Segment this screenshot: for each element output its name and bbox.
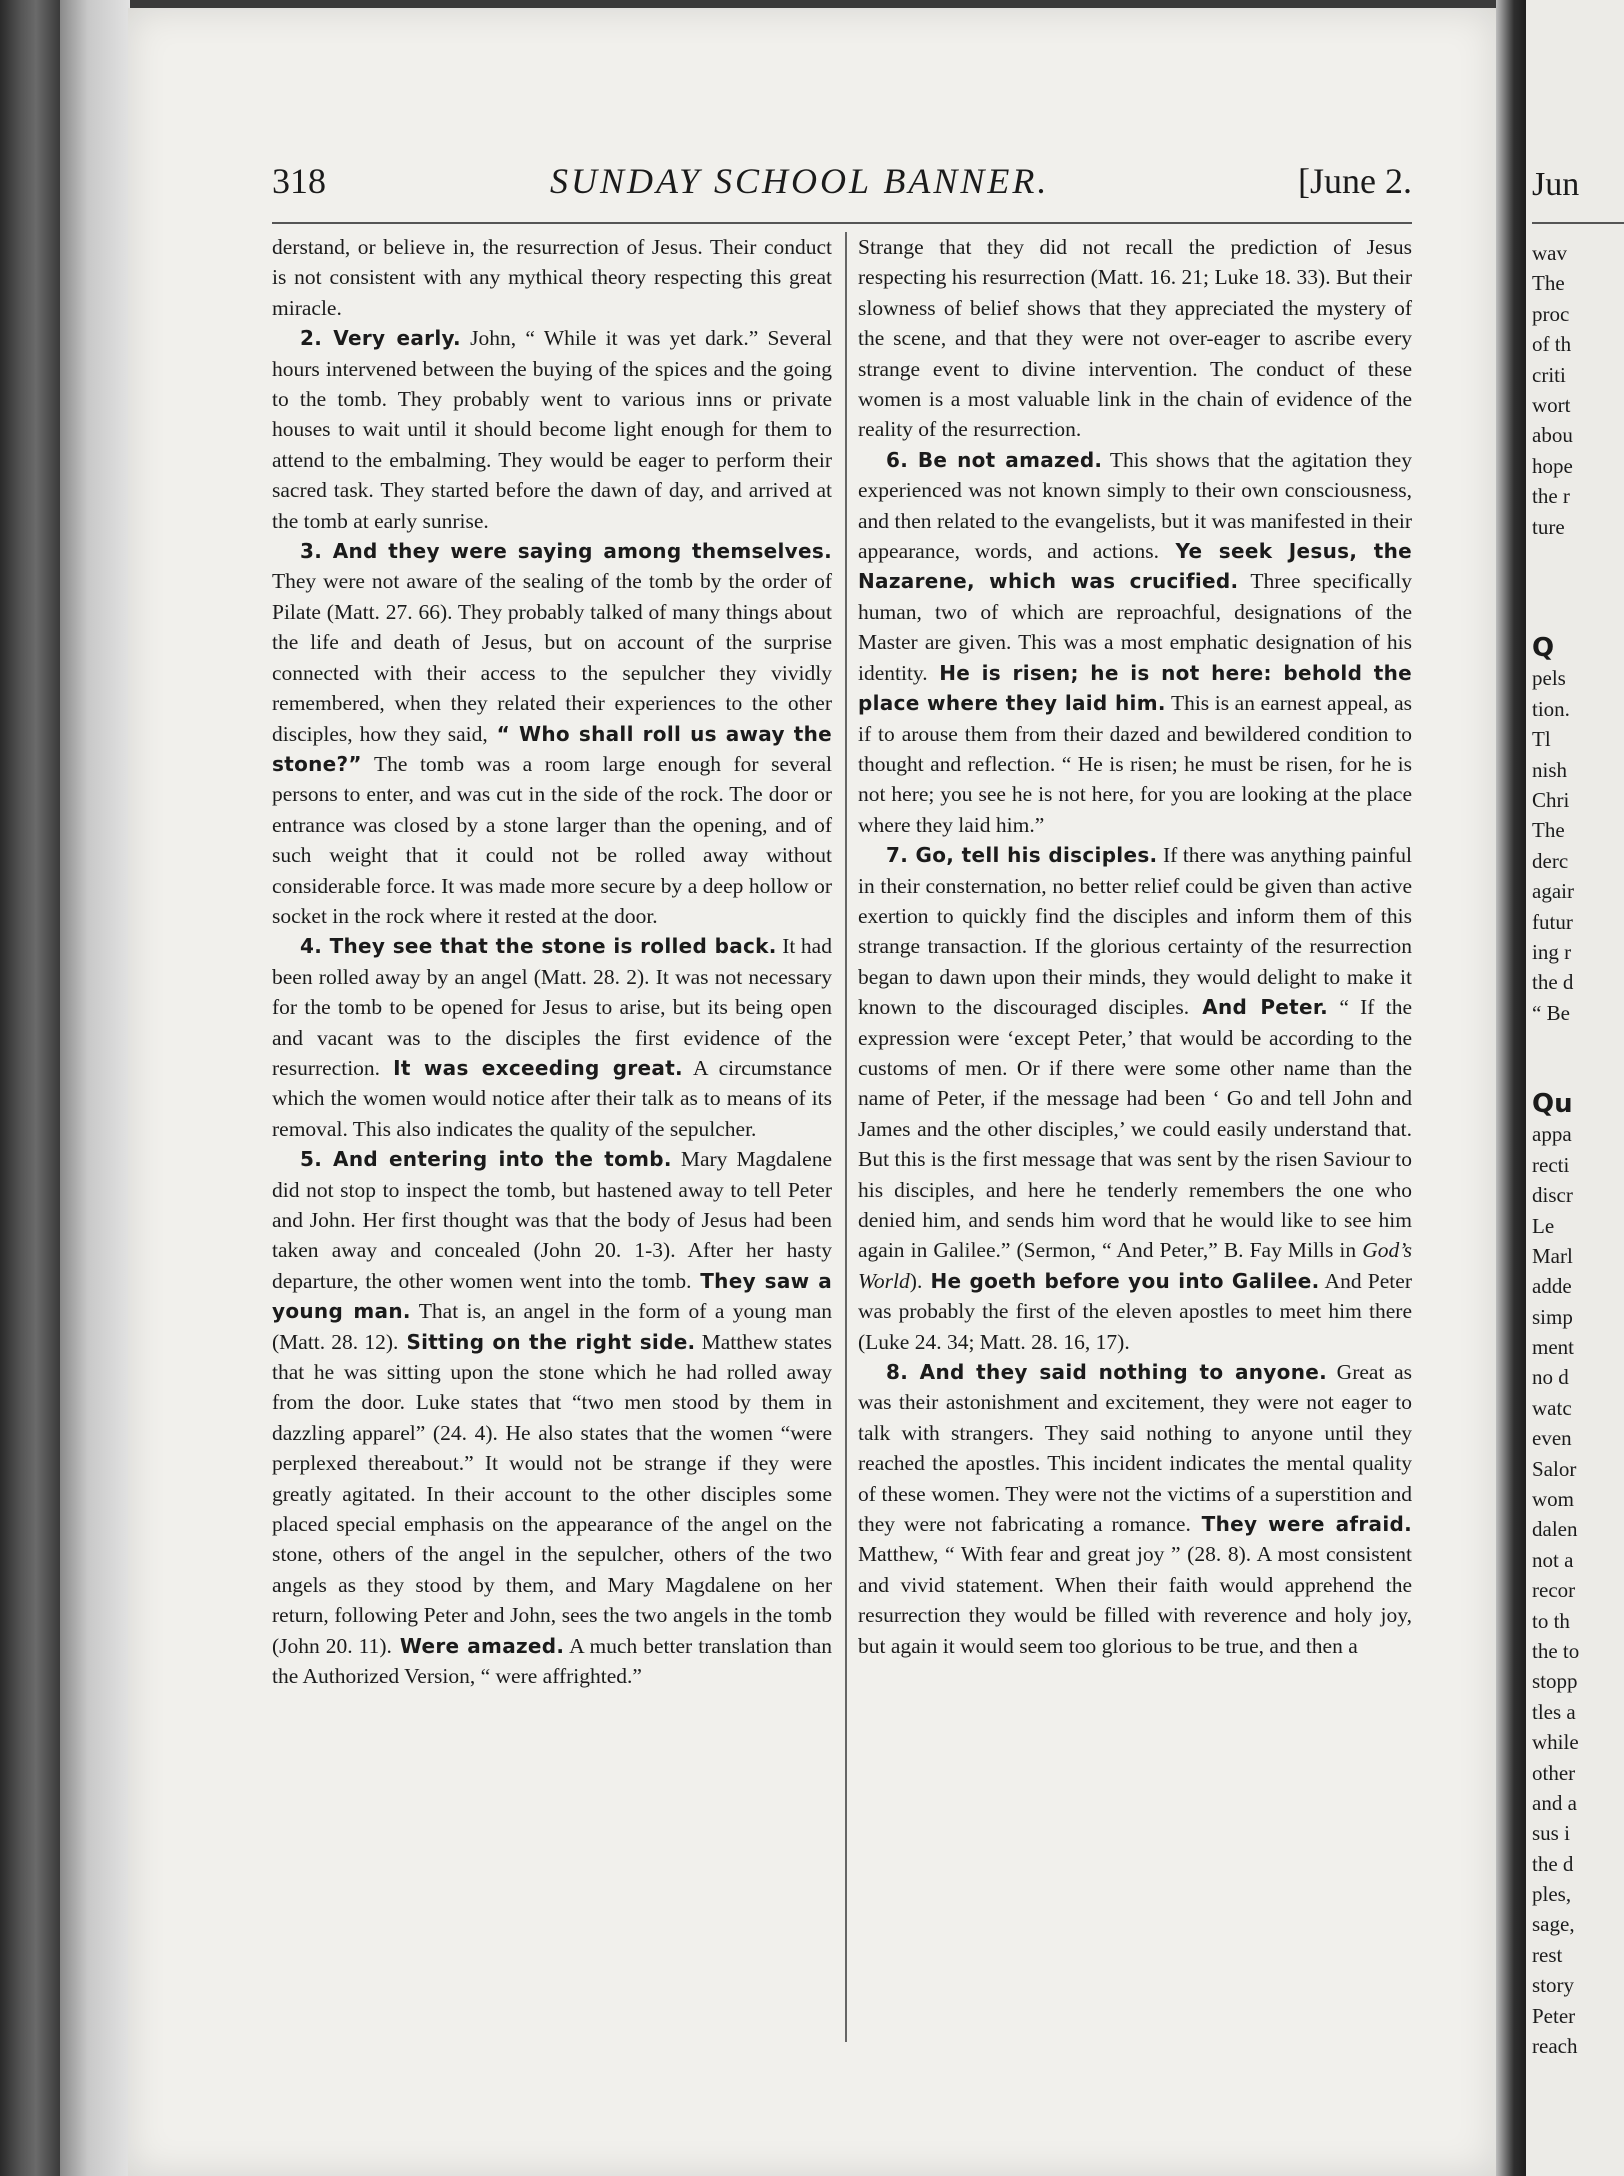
section-heading: And Peter. — [1189, 995, 1329, 1020]
section-heading: 2. Very early. — [300, 326, 461, 351]
next-page-line: Peter — [1532, 2003, 1576, 2028]
next-page-line: recti — [1532, 1152, 1570, 1177]
next-page-line: reach — [1532, 2034, 1578, 2059]
paragraph: 8. And they said nothing to anyone. Great as was their astonishment and excitement, they were not eager to talk with strangers. They said nothing to anyone until they reached the apostles. This incident indicates the mental quality of these women. They were not the victims of a superstition and they were not fabricating a romance. They were afraid. Matthew, “ With fear and great joy ” (28. 8). A most consistent and vivid statement. When their faith would apprehend the resurrection they would be filled with reverence and holy joy, but again it would seem too glorious to be true, and then a — [858, 1360, 1413, 1658]
next-page-line: nish — [1532, 757, 1568, 782]
next-page-line: proc — [1532, 301, 1570, 326]
italic-title: God’s World — [858, 1238, 1412, 1293]
next-page-line: ment — [1532, 1335, 1574, 1360]
next-page-line — [1532, 603, 1579, 633]
section-heading: Ye seek Jesus, the Nazarene, which was crucified. — [858, 539, 1412, 594]
issue-date: [June 2. — [1298, 161, 1412, 201]
section-heading: 7. Go, tell his disciples. — [886, 843, 1158, 868]
next-page-line: rest — [1532, 1942, 1563, 1967]
section-heading: 4. They see that the stone is rolled back. — [300, 934, 777, 959]
next-page-line: Tl — [1532, 727, 1551, 752]
next-page-line: The — [1532, 818, 1565, 843]
next-page-line: stopp — [1532, 1669, 1578, 1694]
next-page-line: while — [1532, 1730, 1579, 1755]
next-page-line: Q — [1532, 633, 1555, 664]
paragraph: 6. Be not amazed. This shows that the agitation they experienced was not known simply to their own consciousness, and then related to the evangelists, but it was manifested in their appearance, words, and actions. Ye seek Jesus, the Nazarene, which was crucified. Three specifically human, two of which are reproachful, designations of the Master are given. This was a most emphatic designation of his identity. He is risen; he is not here: behold the place where they laid him. This is an earnest appeal, as if to arouse them from their dazed and bewildered condition to thought and reflection. “ He is risen; he must be risen, for he is not here; you see he is not here, for you are looking at the place where they laid him.” — [858, 447, 1412, 837]
next-page-line: ples, — [1532, 1882, 1572, 1907]
quote-heading: “ Who shall roll us away the stone?” — [272, 721, 832, 776]
next-page-line: simp — [1532, 1304, 1573, 1329]
book-gutter — [1496, 0, 1526, 2176]
next-page-line: the r — [1532, 484, 1570, 509]
book-spine — [0, 0, 60, 2176]
next-page-line: Le — [1532, 1213, 1555, 1238]
next-page-line: Marl — [1532, 1243, 1573, 1268]
paragraph: 5. And entering into the tomb. Mary Magdalene did not stop to inspect the tomb, but hastened away to tell Peter and John. Her first thought was that the body of Jesus had been taken away and concealed (John 20. 1-3). After her hasty departure, the other women went into the tomb. They saw a young man. That is, an angel in the form of a young man (Matt. 28. 12). Sitting on the right side. Matthew states that he was sitting upon the stone which he had rolled away from the door. Luke states that “two men stood by them in dazzling apparel” (24. 4). He also states that the women “were perplexed thereabout.” It would not be strange if they were greatly agitated. In their account to the other disciples some placed special emphasis on the appearance of the angel on the stone, others of the angel in the sepulcher, others of the two angels as they stood by them, and Mary Magdalene on her return, following Peter and John, sees the two angels in the tomb (John 20. 11). Were amazed. A much better translation than the Authorized Version, “ were affrighted.” — [272, 1147, 833, 1689]
paragraph: 4. They see that the stone is rolled back. It had been rolled away by an angel (Matt. 28. 2). It was not necessary for the tomb to be opened for Jesus to arise, but its being open and vacant was to the disciples the first evidence of the resurrection. It was exceeding great. A circumstance which the women would notice after their talk as to means of its removal. This also indicates the quality of the sepulcher. — [272, 934, 832, 1141]
next-page-line: ing r — [1532, 939, 1572, 964]
next-page-header: Jun — [1532, 166, 1580, 203]
section-heading: They saw a young man. — [272, 1268, 833, 1324]
page-edge-shadow — [60, 0, 130, 2176]
next-page-line: The — [1532, 271, 1565, 296]
paragraph: derstand, or believe in, the resurrection of Jesus. Their conduct is not consistent with any mythical theory respecting this great miracle. — [272, 235, 832, 320]
section-heading: They were afraid. — [1190, 1512, 1412, 1537]
next-page-line: other — [1532, 1760, 1576, 1785]
next-page-line: ture — [1532, 514, 1565, 539]
next-page-line: of th — [1532, 332, 1572, 357]
next-page-line: agair — [1532, 879, 1574, 904]
next-page-line: not a — [1532, 1547, 1574, 1572]
header-rule — [272, 222, 1412, 224]
next-page-line: even — [1532, 1426, 1572, 1451]
next-page-line: sus i — [1532, 1821, 1570, 1846]
next-page-line: story — [1532, 1973, 1574, 1998]
next-page-line: sage, — [1532, 1912, 1575, 1937]
next-page-line: derc — [1532, 848, 1569, 873]
next-page-line — [1532, 1028, 1579, 1058]
next-page-line: to th — [1532, 1608, 1570, 1633]
next-page-line: appa — [1532, 1122, 1572, 1147]
next-page-line: discr — [1532, 1183, 1573, 1208]
section-heading: 5. And entering into the tomb. — [300, 1147, 672, 1172]
next-page-line: and a — [1532, 1790, 1577, 1815]
section-heading: 3. And they were saying among themselves. — [300, 539, 832, 564]
paragraph: 2. Very early. John, “ While it was yet dark.” Several hours intervened between the buying of the spices and the going to the tomb. They probably went to various inns or private houses to wait until it should become light enough for them to attend to the embalming. They would be eager to perform their sacred task. They started before the dawn of day, and arrived at the tomb at early sunrise. — [272, 326, 832, 533]
next-page-line: pels — [1532, 666, 1566, 691]
next-page-line: the to — [1532, 1638, 1580, 1663]
paragraph: Strange that they did not recall the prediction of Jesus respecting his resurrection (Matt. 16. 21; Luke 18. 33). But their slowness of belief shows that they appreciated the mystery of the scene, and that they were not over-eager to ascribe every strange event to divine intervention. The conduct of these women is a most valuable link in the chain of evidence of the reality of the resurrection. — [858, 235, 1412, 442]
next-page-line — [1532, 542, 1579, 572]
next-page-line: futur — [1532, 909, 1573, 934]
section-heading: 6. Be not amazed. — [886, 447, 1103, 472]
right-column — [858, 232, 1412, 1661]
next-page-line: no d — [1532, 1365, 1569, 1390]
next-page-line — [1532, 1059, 1579, 1089]
paragraph: 7. Go, tell his disciples. If there was anything painful in their consternation, no better relief could be given than active exertion to quickly find the disciples and inform them of this strange transaction. If the glorious certainty of the resurrection began to dawn upon their minds, they would delight to make it known to the discouraged disciples. And Peter. “ If the expression were ‘except Peter,’ that would be according to the customs of men. Or if there were some other name than the name of Peter, if the message had been ‘ Go and tell John and James and the other disciples,’ we could easily understand that. But this is the first message that was sent by the risen Saviour to his disciples, and here he tenderly remembers the one who denied him, and sends him word that he would like to see him again in Galilee.” (Sermon, “ And Peter,” B. Fay Mills in God’s World). He goeth before you into Galilee. And Peter was probably the first of the eleven apostles to meet him there (Luke 24. 34; Matt. 28. 16, 17). — [858, 843, 1412, 1354]
next-page-line: Chri — [1532, 788, 1570, 813]
publication-title: SUNDAY SCHOOL BANNER. — [550, 161, 1050, 201]
next-page-lines — [1532, 238, 1579, 2061]
next-page-line: “ Be — [1532, 1000, 1570, 1025]
next-page-line — [1532, 572, 1579, 602]
next-page-line: wav — [1532, 241, 1567, 265]
section-heading: Were amazed. — [391, 1633, 565, 1658]
section-heading: He goeth before you into Galilee. — [922, 1268, 1320, 1293]
column-divider — [845, 232, 847, 2042]
next-page-line: the d — [1532, 1851, 1574, 1876]
next-page-line: Qu — [1532, 1088, 1573, 1119]
next-page-line: adde — [1532, 1274, 1572, 1299]
next-page-line: dalen — [1532, 1517, 1578, 1542]
section-heading: He is risen; he is not here: behold the place where they laid him. — [858, 660, 1412, 716]
page-header — [272, 160, 1412, 210]
section-heading: It was exceeding great. — [380, 1055, 683, 1080]
next-page-line: criti — [1532, 362, 1566, 387]
next-page-line: tles a — [1532, 1699, 1576, 1724]
next-page-line: the d — [1532, 970, 1574, 995]
next-page-line: watc — [1532, 1395, 1572, 1420]
section-heading: 8. And they said nothing to anyone. — [886, 1360, 1327, 1385]
next-page-line: Salor — [1532, 1456, 1577, 1481]
next-page-fragment — [1526, 0, 1624, 2176]
next-page-line: wom — [1532, 1487, 1574, 1512]
next-page-line: wort — [1532, 392, 1571, 417]
next-page-line: abou — [1532, 423, 1573, 448]
next-page-line: hope — [1532, 453, 1573, 478]
paragraph: 3. And they were saying among themselves. They were not aware of the sealing of the tomb by the order of Pilate (Matt. 27. 66). They probably talked of many things about the life and death of Jesus, but on account of the surprise connected with their access to the sepulcher they vividly remembered, when they related their experiences to the other disciples, how they said, “ Who shall roll us away the stone?” The tomb was a room large enough for several persons to enter, and was cut in the side of the rock. The door or entrance was closed by a stone larger than the opening, and of such weight that it could not be rolled away without considerable force. It was made more secure by a deep hollow or socket in the rock where it rested at the door. — [272, 539, 832, 928]
section-heading: Sitting on the right side. — [398, 1329, 696, 1354]
next-page-rule — [1532, 222, 1624, 224]
left-column — [272, 232, 832, 1692]
next-page-line: recor — [1532, 1578, 1576, 1603]
page-number: 318 — [272, 161, 326, 201]
next-page-line: tion. — [1532, 696, 1570, 721]
